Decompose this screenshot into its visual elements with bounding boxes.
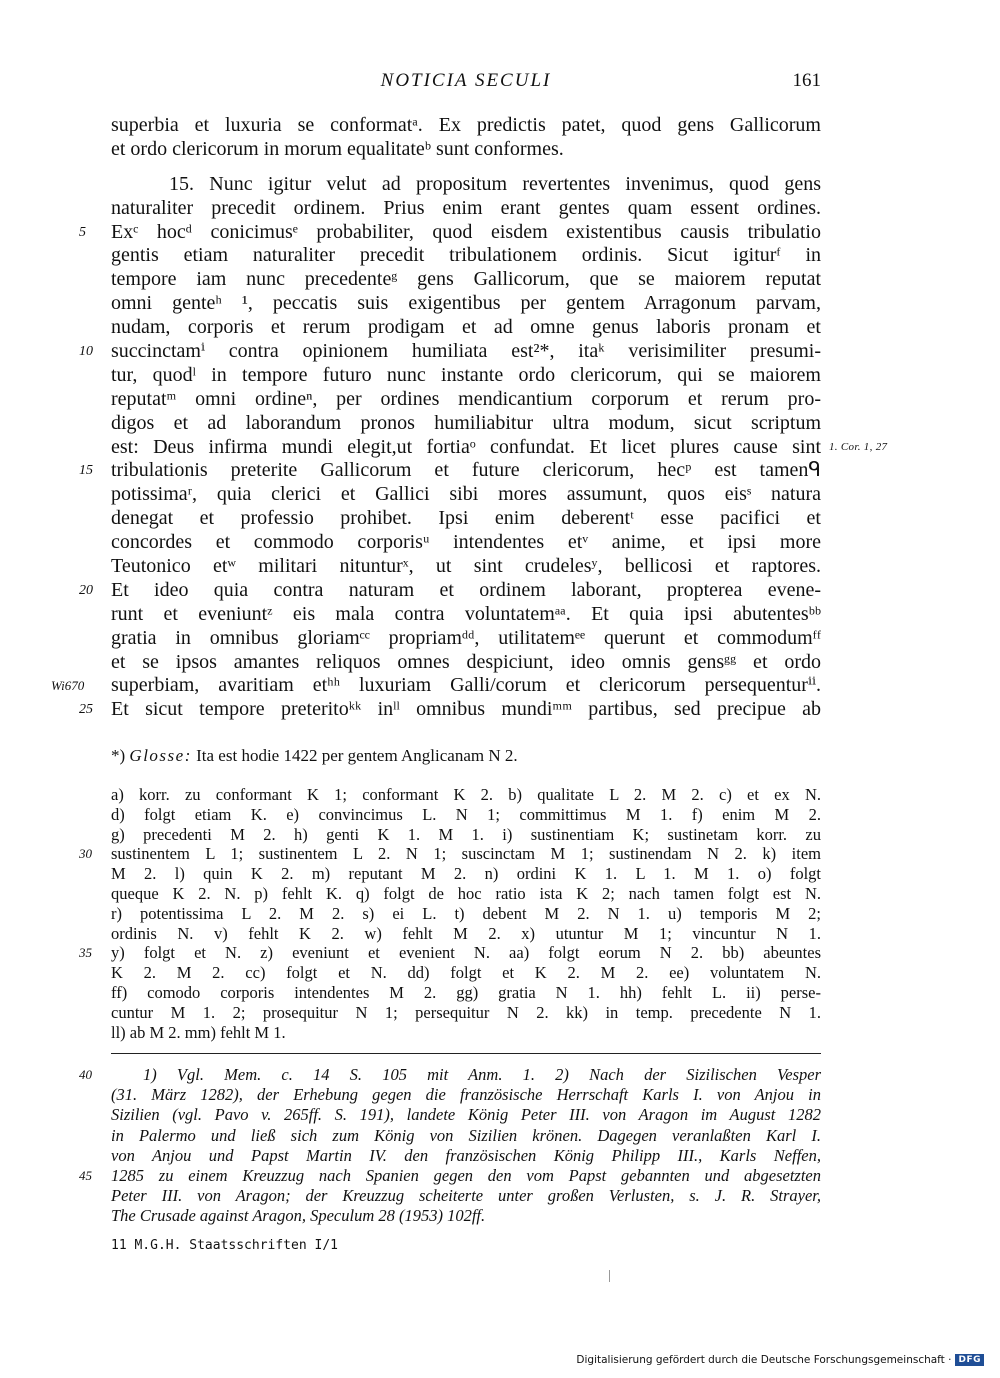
line-number: 40 — [79, 1067, 92, 1082]
main_text-line — [111, 627, 821, 651]
line-text: (31. März 1282), der Erhebung gegen die französische Herrschaft Karls I. von Anjou in — [111, 1085, 821, 1105]
line-number: 5 — [79, 224, 86, 240]
main_text-line — [111, 244, 821, 268]
critical-apparatus — [79, 785, 821, 1042]
apparatus-line — [79, 943, 821, 963]
main_text-line — [111, 555, 821, 579]
line-text: superbiam, avaritiam etʰʰ luxuriam Galli/corum et clericorum persequenturⁱⁱ. — [111, 674, 821, 697]
line-number: 45 — [79, 1167, 92, 1183]
line-text: potissimaʳ, quia clerici et Gallici sibi mores assumunt, quos eisˢ natura — [111, 483, 821, 506]
main_text-line — [51, 674, 821, 698]
main_text-line — [111, 507, 821, 531]
printer-signature: 11 M.G.H. Staatsschriften I/1 — [111, 1238, 338, 1253]
footnote-divider — [111, 1053, 821, 1054]
line-text: et ordo clericorum in morum equalitateᵇ sunt conformes. — [111, 137, 564, 160]
main_text-line — [111, 364, 821, 388]
main_text-line — [111, 138, 821, 162]
scan-mark — [609, 1270, 610, 1282]
main_text-line — [111, 292, 821, 316]
footnotes-line — [79, 1165, 821, 1186]
digitization-text: Digitalisierung gefördert durch die Deutsche Forschungsgemeinschaft · — [576, 1354, 952, 1366]
main_text-line — [79, 459, 821, 483]
apparatus-line — [111, 884, 821, 904]
line-text: y) folgt et N. z) eveniunt et evenient N. aa) folgt eorum N 2. bb) abeuntes — [111, 943, 821, 963]
line-text: tur, quodˡ in tempore futuro nunc instante ordo clericorum, qui se maiorem — [111, 363, 821, 386]
line-text: in Palermo und ließ sich zum König von Sizilien krönen. Dagegen veranlaßten Karl I. — [111, 1125, 821, 1145]
line-text: denegat et professio prohibet. Ipsi enim deberentᵗ esse pacifici et — [111, 507, 821, 530]
line-text: d) folgt etiam K. e) convincimus L. N 1; committimus M 1. f) enim M 2. — [111, 804, 821, 824]
line-text: M 2. l) quin K 2. m) reputant M 2. n) ordini K 1. L 1. M 1. o) folgt — [111, 864, 821, 884]
main_text-line — [111, 388, 821, 412]
line-text: concordes et commodo corporisᵘ intendentes etᵛ anime, et ipsi more — [111, 531, 821, 554]
line-text: ordinis N. v) fehlt K 2. w) fehlt M 2. x) utuntur M 1; vincuntur N 1. — [111, 923, 821, 943]
main_text-line — [111, 268, 821, 292]
main_text-line — [111, 173, 821, 197]
line-text: queque K 2. N. p) fehlt K. q) folgt de hoc ratio ista K 2; nach tamen folgt est N. — [111, 883, 821, 903]
line-number: 10 — [79, 344, 93, 360]
line-text: 15. Nunc igitur velut ad propositum revertentes invenimus, quod gens — [169, 172, 821, 195]
main-text — [51, 114, 888, 722]
line-text: g) precedenti M 2. h) genti K 1. M 1. i) sustinentiam K; sustinetam korr. zu — [111, 824, 821, 844]
line-text: Teutonico etʷ militari nitunturˣ, ut sint crudelesʸ, bellicosi et raptores. — [111, 555, 821, 578]
line-text: sustinentem L 1; sustinentem L 2. N 1; suscinctam M 1; sustinendam N 2. k) item — [111, 844, 821, 864]
apparatus-line — [111, 864, 821, 884]
apparatus-line — [111, 983, 821, 1003]
line-number: Wi670 — [51, 678, 85, 694]
line-text: superbia et luxuria se conformatᵃ. Ex predictis patet, quod gens Gallicorum — [111, 114, 821, 136]
main_text-line — [79, 698, 821, 722]
main_text-line — [111, 603, 821, 627]
footnotes-line — [111, 1126, 821, 1146]
footnotes-line — [79, 1065, 821, 1085]
digitization-credit — [576, 1354, 984, 1366]
line-text: Et sicut tempore preteritoᵏᵏ inˡˡ omnibus mundiᵐᵐ partibus, sed precipue ab — [111, 698, 821, 721]
line-text: Peter III. von Aragon; der Kreuzzug scheiterte unter großen Verlusten, s. J. R. Strayer, — [111, 1186, 821, 1206]
line-text: naturaliter precedit ordinem. Prius enim erant gentes quam essent ordines. — [111, 196, 821, 219]
footnotes-line — [111, 1105, 821, 1125]
apparatus-line — [111, 1023, 821, 1043]
line-text: K 2. M 2. cc) folgt et N. dd) folgt et K 2. M 2. ee) voluntatem N. — [111, 963, 821, 983]
glosse-text: Ita est hodie 1422 per gentem Anglicanam N 2. — [196, 746, 518, 765]
glosse-marker: *) — [111, 746, 126, 765]
paragraph-gap — [111, 162, 821, 173]
page-number: 161 — [792, 70, 821, 91]
line-text: ff) comodo corporis intendentes M 2. gg) gratia N 1. hh) fehlt L. ii) perse- — [111, 982, 821, 1002]
apparatus-line — [79, 844, 821, 864]
main_text-line — [111, 316, 821, 340]
main_text-line — [111, 483, 821, 507]
main_text-line — [111, 531, 821, 555]
line-text: Sizilien (vgl. Pavo v. 265ff. S. 191), landete König Peter III. von Aragon im August 1282 — [111, 1105, 821, 1125]
footnotes-line — [111, 1146, 821, 1166]
apparatus-line — [111, 785, 821, 805]
line-text: tribulationis preterite Gallicorum et future clericorum, hecᵖ est tamenᑫ — [111, 459, 821, 482]
line-text: reputatᵐ omni ordineⁿ, per ordines mendicantium corporum et rerum pro- — [111, 387, 821, 410]
running-title: NOTICIA SECULI — [380, 70, 552, 91]
line-number: 30 — [79, 846, 92, 862]
page-header — [111, 70, 821, 96]
line-text: r) potentissima L 2. M 2. s) ei L. t) debent M 2. N 1. u) temporis M 2; — [111, 903, 821, 923]
line-text: nudam, corporis et rerum prodigam et ad omne genus laboris pronam et — [111, 316, 821, 339]
line-text: Et ideo quia contra naturam et ordinem laborant, propterea evene- — [111, 578, 821, 601]
line-text: runt et eveniuntᶻ eis mala contra voluntatemᵃᵃ. Et quia ipsi abutentesᵇᵇ — [111, 602, 821, 625]
apparatus-line — [111, 963, 821, 983]
line-text: von Anjou und Papst Martin IV. den französischen König Philipp III., Karls Neffen, — [111, 1145, 821, 1165]
line-number: 25 — [79, 702, 93, 718]
main_text-line — [111, 412, 821, 436]
line-number: 35 — [79, 945, 92, 961]
line-text: 1285 zu einem Kreuzzug nach Spanien gegen den vom Papst gebannten und abgesetzten — [111, 1165, 821, 1185]
line-text: gentis etiam naturaliter precedit tribulationem ordinis. Sicut igiturᶠ in — [111, 244, 821, 267]
line-number: 20 — [79, 582, 93, 598]
dfg-logo: DFG — [955, 1354, 984, 1366]
footnotes-line — [111, 1085, 821, 1105]
main_text-line — [79, 340, 821, 364]
apparatus-line — [111, 805, 821, 825]
line-text: omni genteʰ ¹, peccatis suis exigentibus per gentem Arragonum parvam, — [111, 292, 821, 315]
line-text: succinctamⁱ contra opinionem humiliata est²*, itaᵏ verisimiliter presumi- — [111, 340, 821, 363]
main_text-line — [111, 197, 821, 221]
line-text: cuntur M 1. 2; prosequitur N 1; persequitur N 2. kk) in temp. precedente N 1. — [111, 1002, 821, 1022]
line-text: gratia in omnibus gloriamᶜᶜ propriamᵈᵈ, utilitatemᵉᵉ querunt et commodumᶠᶠ — [111, 626, 821, 649]
main_text-line — [111, 114, 821, 138]
line-text: ll) ab M 2. mm) fehlt M 1. — [111, 1022, 286, 1042]
main_text-line — [79, 220, 821, 245]
line-text: et se ipsos amantes reliquos omnes despiciunt, ideo omnis gensᵍᵍ et ordo — [111, 650, 821, 673]
apparatus-line — [111, 825, 821, 845]
footnotes-line — [111, 1206, 821, 1226]
main_text-line — [111, 651, 821, 675]
apparatus-line — [111, 904, 821, 924]
main_text-line — [79, 578, 821, 603]
line-text: digos et ad laborandum pronos humiliabitur ultra modum, sicut scriptum — [111, 411, 821, 434]
line-text: The Crusade against Aragon, Speculum 28 (1953) 102ff. — [111, 1206, 486, 1226]
glosse-note — [111, 745, 821, 767]
main_text-line — [111, 435, 888, 460]
line-text: 1) Vgl. Mem. c. 14 S. 105 mit Anm. 1. 2) Nach der Sizilischen Vesper — [143, 1065, 821, 1084]
line-text: est: Deus infirma mundi elegit,ut fortiaᵒ confundat. Et licet plures cause sint — [111, 435, 821, 458]
apparatus-line — [111, 924, 821, 944]
footnotes-line — [111, 1186, 821, 1206]
line-text: tempore iam nunc precedenteᵍ gens Gallicorum, que se maiorem reputat — [111, 268, 821, 291]
margin-citation: 1. Cor. 1, 27 — [829, 440, 888, 453]
line-text: a) korr. zu conformant K 1; conformant K 2. b) qualitate L 2. M 2. c) et ex N. — [111, 785, 821, 804]
line-text: Exᶜ hocᵈ conicimusᵉ probabiliter, quod eisdem existentibus causis tribulatio — [111, 220, 821, 243]
apparatus-line — [111, 1003, 821, 1023]
footnotes — [79, 1065, 821, 1227]
line-number: 15 — [79, 463, 93, 479]
glosse-label: Glosse: — [129, 746, 192, 765]
